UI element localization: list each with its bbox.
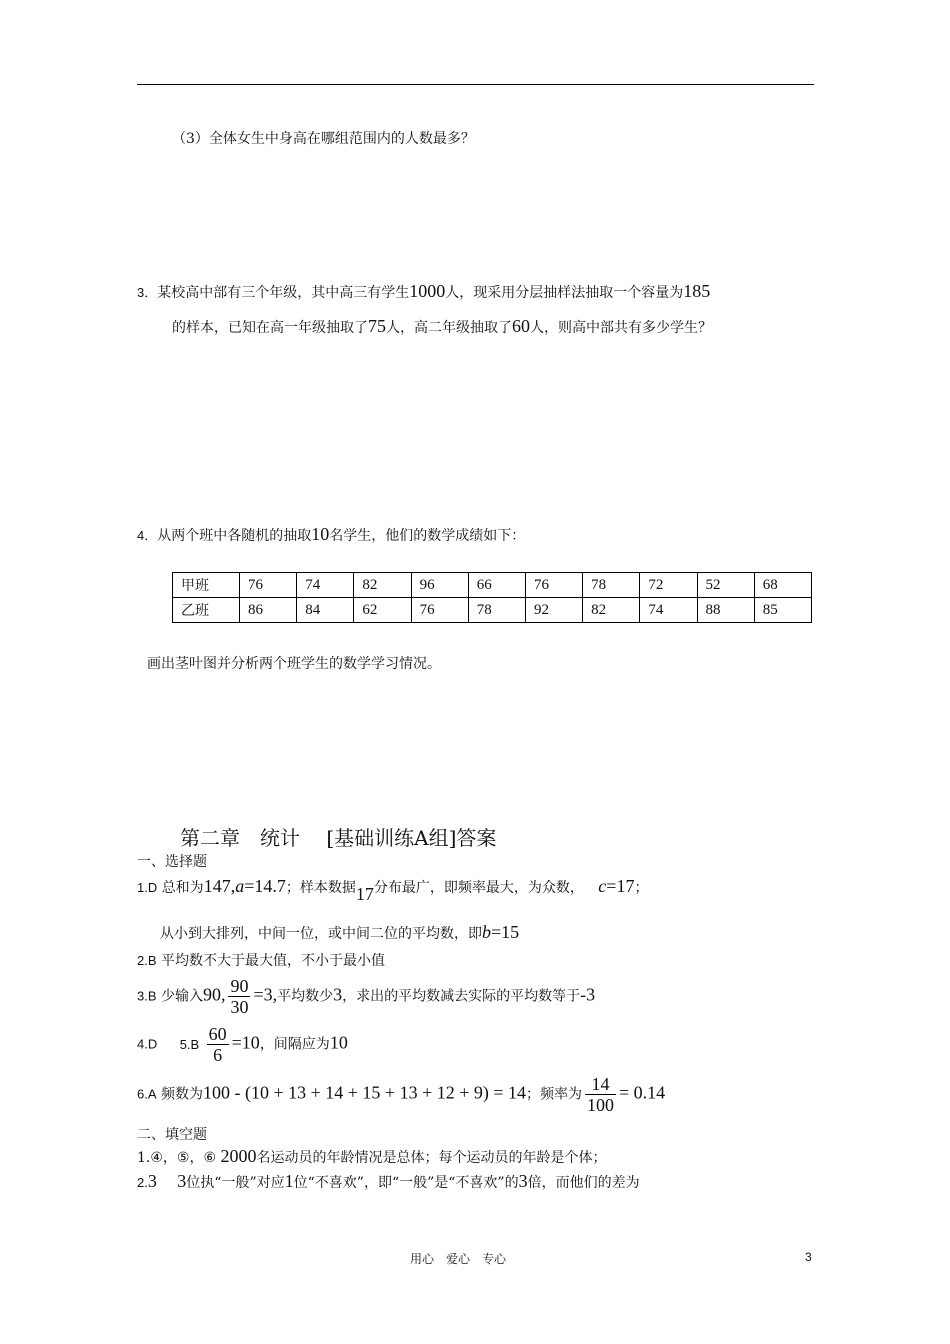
- answer-4-5: [137, 1024, 348, 1065]
- answer-2: [137, 950, 385, 970]
- denominator: 30: [230, 997, 249, 1017]
- text: ；: [634, 880, 649, 896]
- math: 147,: [203, 876, 236, 896]
- answer-label: 4.D: [137, 1036, 158, 1052]
- math: 2000: [220, 1146, 257, 1166]
- text: 分布最广，即频率最大，为众数，: [373, 880, 584, 896]
- text: 名学生，他们的数学成绩如下：: [329, 528, 526, 544]
- table-cell: 68: [754, 573, 811, 598]
- table-cell: 72: [640, 573, 697, 598]
- question-number: 4．: [137, 528, 158, 543]
- math: 1: [284, 1171, 294, 1191]
- text: 人，则高中部共有多少学生？: [530, 320, 712, 336]
- numerator: 90: [230, 976, 249, 996]
- math: 185: [683, 281, 711, 301]
- question-4-instruction: 画出茎叶图并分析两个班学生的数学学习情况。: [147, 656, 441, 672]
- question-2-part-3: （3）全体女生中身高在哪组范围内的人数最多？: [172, 131, 475, 147]
- table-cell: 66: [468, 573, 525, 598]
- math: c: [598, 876, 607, 896]
- section-fill: 二、填空题: [137, 1127, 207, 1143]
- question-3-line-1: [137, 281, 710, 302]
- table-cell: 82: [583, 598, 640, 623]
- numerator: 60: [208, 1024, 227, 1044]
- math: 90,: [202, 984, 226, 1005]
- table-cell: 84: [297, 598, 354, 623]
- table-cell: 88: [697, 598, 754, 623]
- table-cell: 74: [640, 598, 697, 623]
- table-cell: 78: [583, 573, 640, 598]
- math: -3: [580, 984, 596, 1005]
- answer-fill-1: [137, 1146, 606, 1167]
- section-choice: 一、选择题: [137, 854, 207, 870]
- answer-label: 2.: [137, 1175, 148, 1190]
- math: 3: [518, 1171, 528, 1191]
- text: 人，现采用分层抽样法抽取一个容量为: [445, 285, 684, 301]
- table-cell: 82: [354, 573, 411, 598]
- fraction: [585, 1074, 616, 1115]
- row-label: 甲班: [173, 573, 240, 598]
- math: 10: [329, 1032, 348, 1053]
- header-rule: [137, 84, 814, 85]
- text: 位执“一般”对应: [186, 1175, 285, 1191]
- math: 3: [333, 984, 343, 1005]
- text: 位“不喜欢”，即“一般”是“不喜欢”的: [293, 1175, 519, 1191]
- table-cell: 76: [240, 573, 297, 598]
- text: ，求出的平均数减去实际的平均数等于: [342, 988, 581, 1005]
- text: 从两个班中各随机的抽取: [157, 528, 312, 544]
- fraction: [228, 976, 250, 1017]
- denominator: 100: [587, 1095, 615, 1115]
- math: 10: [311, 524, 330, 544]
- math: =3,: [253, 984, 278, 1005]
- table-cell: 96: [411, 573, 468, 598]
- text: 从小到大排列，中间一位，或中间二位的平均数，即: [160, 926, 482, 942]
- text: 总和为: [161, 880, 204, 896]
- question-4: [137, 524, 525, 545]
- answer-label: 1.D: [137, 880, 158, 895]
- table-cell: 76: [411, 598, 468, 623]
- numerator: 14: [585, 1074, 616, 1095]
- math: 100 - (10 + 13 + 14 + 15 + 13 + 12 + 9) = 14: [202, 1082, 527, 1103]
- fraction: [207, 1024, 229, 1065]
- math: 1000: [409, 281, 446, 301]
- table-row: [173, 573, 812, 598]
- text: 名运动员的年龄情况是总体；每个运动员的年龄是个体；: [256, 1150, 607, 1166]
- table-cell: 78: [468, 598, 525, 623]
- answer-label: 5.B: [179, 1036, 200, 1052]
- text: 某校高中部有三个年级，其中高三有学生: [157, 285, 410, 301]
- text: 平均数不大于最大值，不小于最小值: [160, 953, 385, 969]
- text: 人，高二年级抽取了: [386, 320, 512, 336]
- math: 60: [512, 316, 530, 336]
- math: 3: [177, 1171, 187, 1191]
- table-cell: 52: [697, 573, 754, 598]
- text: ，间隔应为: [259, 1036, 330, 1053]
- answer-label: 6.A: [137, 1086, 157, 1102]
- row-label: 乙班: [173, 598, 240, 623]
- text: ；样本数据: [285, 880, 356, 896]
- math: =14.7: [244, 876, 286, 896]
- answer-1-continued: [160, 922, 519, 943]
- answer-3: [137, 976, 595, 1017]
- question-3-line-2: [172, 316, 712, 337]
- answer-label: 2.B: [137, 953, 157, 968]
- math: =15: [491, 922, 520, 942]
- math: a: [235, 876, 245, 896]
- scores-table: [172, 572, 812, 623]
- math: 17: [355, 884, 374, 904]
- text: ；频率为: [526, 1086, 583, 1103]
- question-number: 3．: [137, 285, 158, 300]
- table-cell: 74: [297, 573, 354, 598]
- answers-heading: 第二章 统计 [基础训练A组]答案: [180, 826, 497, 850]
- denominator: 6: [213, 1045, 223, 1065]
- math: b: [482, 922, 491, 942]
- answer-label: 1.④，⑤，⑥: [137, 1150, 217, 1166]
- math: 3: [147, 1171, 157, 1191]
- answer-fill-2: [137, 1171, 640, 1192]
- math: = 0.14: [619, 1082, 666, 1103]
- math: =10: [231, 1032, 260, 1053]
- answer-6: [137, 1074, 665, 1115]
- footer-motto: 用心 爱心 专心: [410, 1252, 507, 1266]
- table-cell: 76: [525, 573, 582, 598]
- text: 倍，而他们的差为: [527, 1175, 640, 1191]
- math: 75: [368, 316, 386, 336]
- answer-label: 3.B: [137, 988, 157, 1004]
- answer-1: [137, 876, 649, 904]
- page-number: 3: [805, 1250, 812, 1264]
- table-cell: 92: [525, 598, 582, 623]
- table-cell: 86: [240, 598, 297, 623]
- table-cell: 62: [354, 598, 411, 623]
- text: 频数为: [160, 1086, 203, 1103]
- math: =17: [606, 876, 635, 896]
- table-row: [173, 598, 812, 623]
- table-cell: 85: [754, 598, 811, 623]
- text: 平均数少: [277, 988, 334, 1005]
- text: 少输入: [160, 988, 203, 1005]
- text: 的样本，已知在高一年级抽取了: [172, 320, 368, 336]
